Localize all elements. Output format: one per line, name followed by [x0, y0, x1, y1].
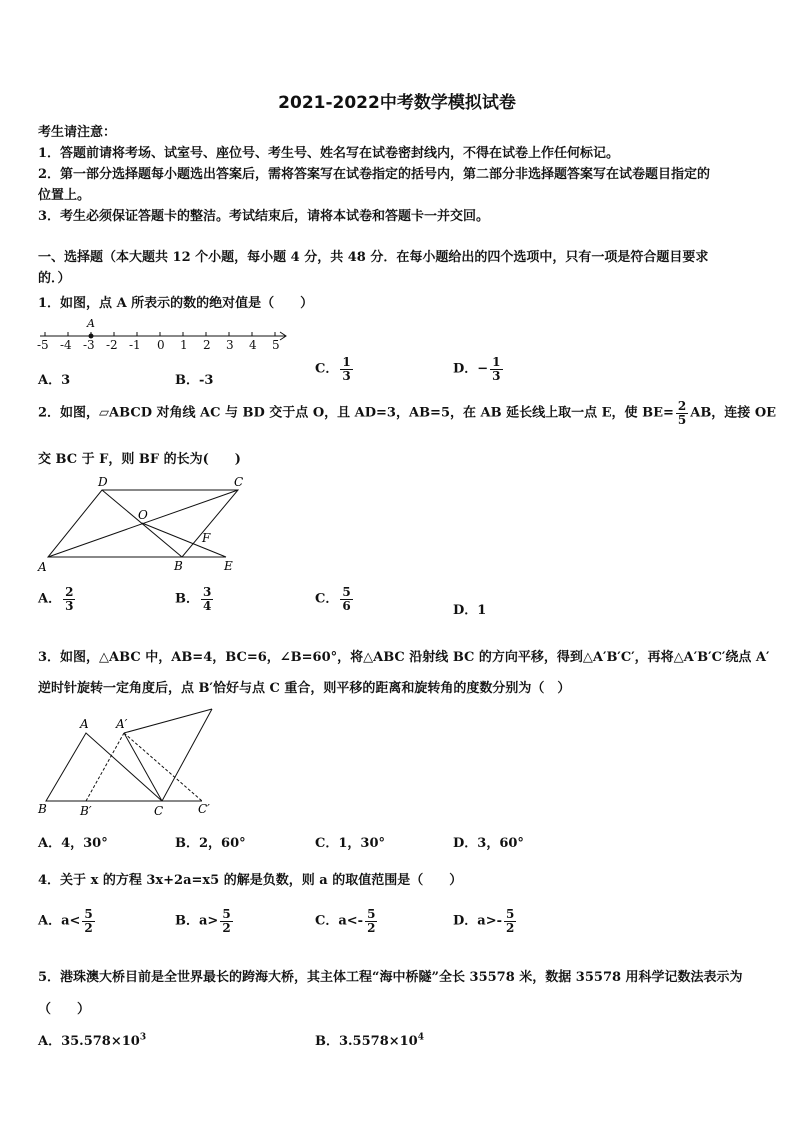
q4-option-d-prefix: D．a>- — [453, 913, 502, 929]
q2-option-b-den: 4 — [203, 598, 212, 613]
q5-option-b-exp: 4 — [417, 1032, 424, 1043]
q2-label-c: C — [234, 475, 244, 489]
notice-heading: 考生请注意： — [38, 125, 117, 140]
q5-stem-a: 5．港珠澳大桥目前是全世界最长的跨海大桥，其主体工程“海中桥隧”全长 35578 米，数据 35578 用科学记数法表示为 — [38, 970, 743, 985]
q3-stem-a: 3．如图，△ABC 中，AB=4，BC=6，∠B=60°，将△ABC 沿射线 BC 的方向平移，得到△A′B′C′，再将△A′B′C′绕点 A′ — [38, 650, 770, 665]
q2-label-f: F — [202, 531, 211, 545]
q4-option-b[interactable] — [175, 908, 235, 934]
q2-option-c-den: 6 — [342, 598, 351, 613]
q4-option-c[interactable] — [315, 908, 379, 934]
q3-option-a[interactable]: A．4，30° — [38, 836, 108, 851]
q5-option-b-base: B．3.5578×10 — [315, 1034, 418, 1049]
q2-label-b: B — [174, 559, 183, 573]
notice-item-1: 1．答题前请将考场、试室号、座位号、考生号、姓名写在试卷密封线内，不得在试卷上作任何标记。 — [38, 146, 620, 161]
section-heading-cont: 的．） — [38, 271, 71, 286]
q2-stem-c: 交 BC 于 F，则 BF 的长为( ) — [38, 452, 241, 467]
q2-option-c-prefix: C． — [315, 591, 339, 607]
q4-stem: 4．关于 x 的方程 3x+2a=x5 的解是负数，则 a 的取值范围是（ ） — [38, 873, 463, 888]
q1-option-d[interactable] — [453, 356, 505, 382]
q1-option-d-den: 3 — [492, 368, 501, 383]
q1-option-c-den: 3 — [342, 368, 351, 383]
notice-item-2-cont: 位置上。 — [38, 188, 91, 203]
q5-option-a-base: A．35.578×10 — [38, 1034, 140, 1049]
section-heading: 一、选择题（本大题共 12 个小题，每小题 4 分，共 48 分．在每小题给出的四个选项中，只有一项是符合题目要求 — [38, 250, 709, 265]
q2-option-a[interactable] — [38, 586, 77, 612]
q5-option-a-exp: 3 — [139, 1032, 147, 1043]
q4-option-a[interactable] — [38, 908, 97, 934]
q3-stem-b: 逆时针旋转一定角度后，点 B′恰好与点 C 重合，则平移的距离和旋转角的度数分别为（ ） — [38, 681, 571, 696]
q3-option-b[interactable]: B．2，60° — [175, 836, 246, 851]
notice-item-2: 2．第一部分选择题每小题选出答案后，需将答案写在试卷指定的括号内，第二部分非选择题答案写在试卷题目指定的 — [38, 167, 711, 182]
q2-parallelogram-figure — [36, 472, 256, 576]
q2-stem — [38, 400, 776, 426]
q1-option-d-num: 1 — [492, 355, 501, 369]
q3-label-c: C — [154, 804, 164, 818]
q2-option-a-den: 3 — [65, 598, 74, 613]
q1-option-c-num: 1 — [342, 355, 351, 369]
number-line-label: -3 — [83, 338, 95, 352]
q4-option-d-den: 2 — [506, 920, 515, 935]
point-a-label: A — [87, 317, 95, 330]
number-line-label: -5 — [37, 338, 49, 352]
q4-option-b-num: 5 — [222, 907, 231, 921]
q3-option-c[interactable]: C．1，30° — [315, 836, 385, 851]
q2-option-a-num: 2 — [65, 585, 74, 599]
q4-option-c-prefix: C．a<- — [315, 913, 364, 929]
page-title: 2021-2022中考数学模拟试卷 — [278, 93, 516, 113]
number-line-label: -4 — [60, 338, 72, 352]
number-line-label: 3 — [226, 338, 234, 352]
q2-option-b-prefix: B． — [175, 591, 199, 607]
q2-option-c-num: 5 — [342, 585, 351, 599]
q3-translation-figure — [36, 706, 226, 820]
q2-be-den: 5 — [677, 412, 687, 427]
q4-option-b-prefix: B．a> — [175, 913, 219, 929]
q2-label-d: D — [98, 475, 108, 489]
q2-option-a-prefix: A． — [38, 591, 62, 607]
q1-option-c[interactable] — [315, 356, 355, 382]
q2-option-b[interactable] — [175, 586, 215, 612]
q2-option-c[interactable] — [315, 586, 355, 612]
number-line-label: -2 — [106, 338, 118, 352]
q4-option-a-den: 2 — [84, 920, 93, 935]
q1-option-d-prefix: D．− — [453, 361, 489, 377]
q2-option-b-num: 3 — [203, 585, 212, 599]
q2-label-a: A — [38, 560, 47, 574]
number-line-label: 5 — [272, 338, 280, 352]
q3-label-a: A — [80, 717, 89, 731]
q1-number-line-labels — [36, 338, 296, 354]
q1-stem: 1．如图，点 A 所表示的数的绝对值是（ ） — [38, 296, 314, 311]
q3-label-b: B — [38, 802, 47, 816]
q3-label-a1: A′ — [116, 717, 128, 731]
number-line-label: -1 — [129, 338, 141, 352]
q3-label-b1: B′ — [80, 804, 92, 818]
q2-label-o: O — [138, 508, 148, 522]
q4-option-b-den: 2 — [222, 920, 231, 935]
q4-option-a-prefix: A．a< — [38, 913, 81, 929]
q1-option-c-prefix: C． — [315, 361, 339, 377]
q5-option-b[interactable] — [315, 1030, 424, 1049]
q4-option-c-num: 5 — [367, 907, 376, 921]
q2-stem-a: 2．如图，▱ABCD 对角线 AC 与 BD 交于点 O，且 AD=3，AB=5，在 AB 延长线上取一点 E，使 BE= — [38, 405, 674, 421]
q3-option-d[interactable]: D．3，60° — [453, 836, 524, 851]
q4-option-d-num: 5 — [506, 907, 515, 921]
q1-option-a[interactable]: A．3 — [38, 373, 71, 388]
q4-option-d[interactable] — [453, 908, 518, 934]
q5-stem-b: （ ） — [38, 1002, 91, 1017]
number-line-label: 1 — [180, 338, 188, 352]
number-line-label: 2 — [203, 338, 211, 352]
q3-label-c1: C′ — [198, 802, 210, 816]
q4-option-a-num: 5 — [84, 907, 93, 921]
q2-be-num: 2 — [677, 399, 687, 413]
q2-option-d[interactable]: D．1 — [453, 603, 487, 618]
number-line-label: 0 — [157, 338, 165, 352]
q2-label-e: E — [224, 559, 233, 573]
q2-stem-b: AB，连接 OE — [690, 405, 777, 421]
q1-option-b[interactable]: B．-3 — [175, 373, 214, 388]
number-line-label: 4 — [249, 338, 257, 352]
q5-option-a[interactable] — [38, 1030, 146, 1049]
q4-option-c-den: 2 — [367, 920, 376, 935]
notice-item-3: 3．考生必须保证答题卡的整洁。考试结束后，请将本试卷和答题卡一并交回。 — [38, 209, 490, 224]
